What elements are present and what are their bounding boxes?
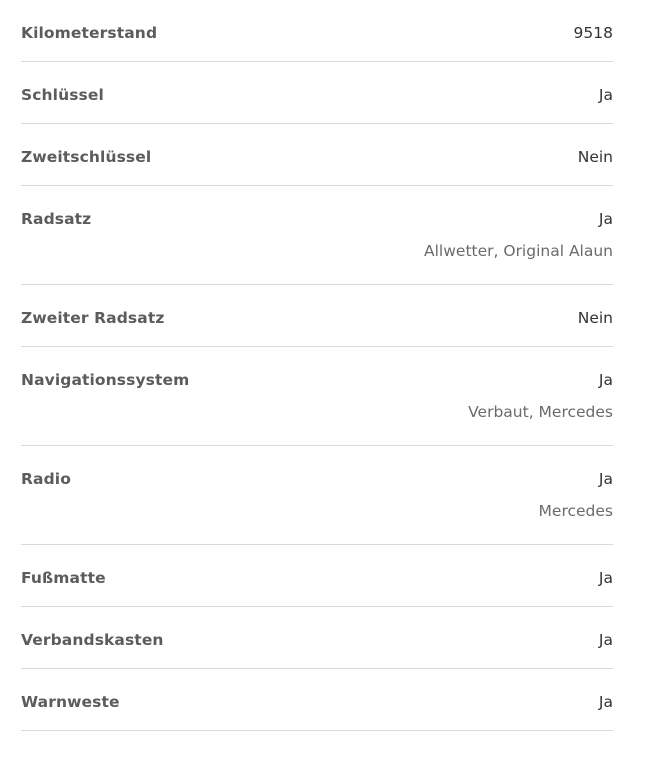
row-value: Ja	[598, 568, 613, 587]
row-warnweste	[21, 669, 613, 731]
row-value: Ja	[598, 209, 613, 228]
row-value: Nein	[577, 308, 613, 327]
row-fussmatte	[21, 545, 613, 607]
row-schluessel	[21, 62, 613, 124]
row-detail: Mercedes	[538, 502, 613, 520]
row-label: Fußmatte	[21, 568, 106, 587]
row-value: Ja	[598, 630, 613, 649]
row-label: Verbandskasten	[21, 630, 164, 649]
row-label: Navigationssystem	[21, 370, 190, 389]
row-label: Radsatz	[21, 209, 92, 228]
row-radio	[21, 446, 613, 545]
row-label: Zweiter Radsatz	[21, 308, 165, 327]
row-value: Ja	[598, 692, 613, 711]
row-value: 9518	[573, 23, 613, 42]
row-radsatz	[21, 186, 613, 285]
row-kilometerstand	[21, 0, 613, 62]
row-label: Zweitschlüssel	[21, 147, 152, 166]
row-value: Ja	[598, 370, 613, 389]
row-value: Ja	[598, 469, 613, 488]
row-label: Kilometerstand	[21, 23, 158, 42]
row-value: Ja	[598, 85, 613, 104]
row-zweitschluessel	[21, 124, 613, 186]
row-navigationssystem	[21, 347, 613, 446]
row-detail: Allwetter, Original Alaun	[424, 242, 613, 260]
row-value: Nein	[577, 147, 613, 166]
row-label: Warnweste	[21, 692, 120, 711]
row-label: Schlüssel	[21, 85, 104, 104]
row-detail: Verbaut, Mercedes	[468, 403, 613, 421]
row-zweiter-radsatz	[21, 285, 613, 347]
row-verbandskasten	[21, 607, 613, 669]
row-label: Radio	[21, 469, 71, 488]
vehicle-equipment-list	[21, 0, 613, 731]
